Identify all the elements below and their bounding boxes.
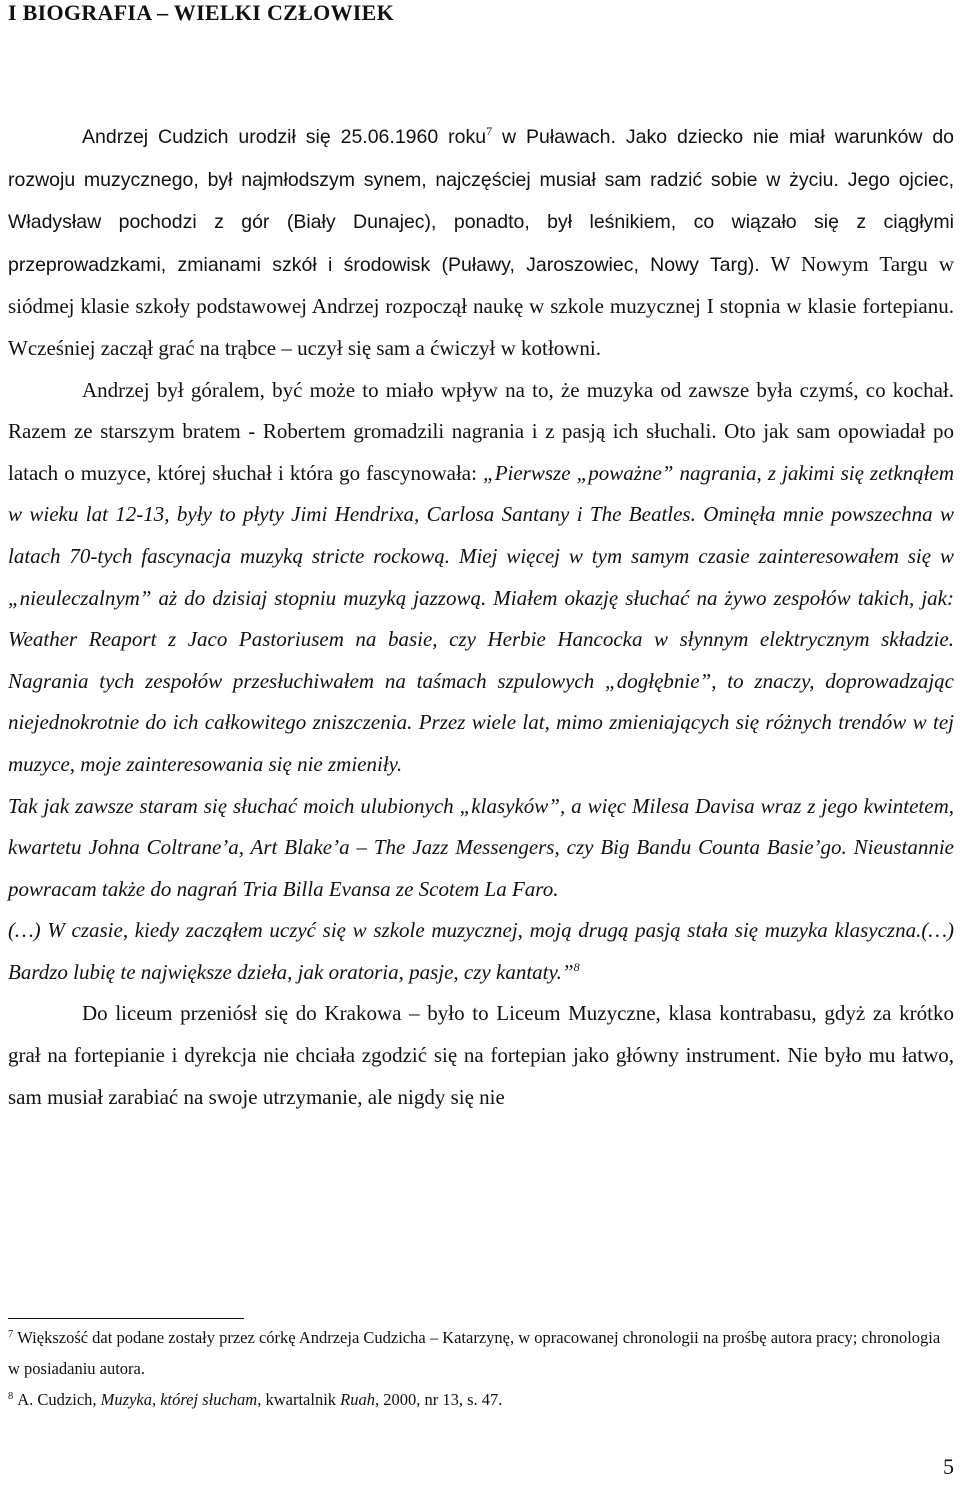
p1-serif-text: W Nowym Targu w siódmej klasie szkoły podstawowej Andrzej rozpoczął naukę w szkole muzycznej I stopnia w klasie fortepianu. Wcześniej zaczął grać na trąbce – uczył się sam a ćwiczył w kotłowni. (8, 251, 954, 360)
paragraph-3: Tak jak zawsze staram się słuchać moich ulubionych „klasyków”, a więc Milesa Davisa wraz z jego kwintetem, kwartetu Johna Coltrane’a, Art Blake’a – The Jazz Messengers, czy Big Bandu Counta Basie’go. Nieustannie powracam także do nagrań Tria Billa Evansa ze Scotem La Faro. (8, 793, 954, 901)
footnote-7-mark: 7 (8, 1328, 14, 1340)
footnote-8-rest: , 2000, nr 13, s. 47. (375, 1390, 503, 1409)
paragraph-2 (8, 370, 954, 786)
footnote-8 (8, 1384, 954, 1415)
paragraph-5: Do liceum przeniósł się do Krakowa – było to Liceum Muzyczne, klasa kontrabasu, gdyż za krótko grał na fortepianie i dyrekcja nie chciała zgodzić się na fortepian jako główny instrument. Nie było mu łatwo, sam musiał zarabiać na swoje utrzymanie, ale nigdy się nie (8, 1001, 954, 1109)
footnote-7-text: Większość dat podane zostały przez córkę Andrzeja Cudzicha – Katarzynę, w opracowanej chronologii na prośbę autora pracy; chronologia w posiadaniu autora. (8, 1328, 941, 1378)
p1-sans-rest: w Puławach. Jako dziecko nie miał warunków do rozwoju muzycznego, był najmłodszym synem, najczęściej musiał sam radzić sobie w życiu. (8, 126, 955, 191)
footnote-separator (8, 1318, 244, 1319)
p2-text: Andrzej był góralem, być może to miało wpływ na to, że muzyka od zawsze była czymś, co kochał. Razem ze starszym bratem - Robertem gromadzili nagrania i z pasją ich słuchali. Oto jak sam opowiadał po latach o muzyce, której słuchał i która go fascynowała: (8, 377, 954, 485)
footnote-ref-7[interactable]: 7 (486, 124, 493, 138)
paragraph-1 (8, 116, 954, 370)
p4-text: (…) W czasie, kiedy zacząłem uczyć się w szkole muzycznej, moją drugą pasją stała się muzyka klasyczna.(…) Bardzo lubię te największe dzieła, jak oratoria, pasje, czy kantaty.” (8, 918, 954, 984)
p1-sans-text: Andrzej Cudzich urodził się 25.06.1960 roku (82, 126, 487, 148)
footnote-7 (8, 1322, 954, 1384)
footnote-8-mid: , kwartalnik (257, 1390, 341, 1409)
footnotes (8, 1322, 954, 1415)
footnote-8-journal: Ruah (340, 1390, 375, 1409)
body-text (8, 116, 954, 1118)
footnote-8-author: A. Cudzich, (17, 1390, 101, 1409)
footnote-8-mark: 8 (8, 1390, 14, 1402)
chapter-heading: I BIOGRAFIA – WIELKI CZŁOWIEK (8, 0, 395, 25)
footnote-ref-8[interactable]: 8 (573, 959, 580, 974)
p1-father-text: Jego ojciec, Władysław pochodzi z gór (Biały Dunajec), ponadto, był leśnikiem, co wiązało się z ciągłymi przeprowadzkami, zmianami szkół i środowisk (Puławy, Jaroszowiec, Nowy Targ). (8, 168, 954, 276)
footnote-8-title: Muzyka, której słucham (100, 1390, 258, 1409)
quote-text: „Pierwsze „poważne” nagrania, z jakimi się zetknąłem w wieku lat 12-13, były to płyty Jimi Hendrixa, Carlosa Santany i The Beatles. Ominęła mnie powszechna w latach 70-tych fascynacja muzyką stricte rockową. Miej więcej w tym samym czasie zainteresowałem się w „nieuleczalnym” aż do dzisiaj stopniu muzyką jazzową. Miałem okazję słuchać na żywo zespołów takich, jak: Weather Reaport z Jaco Pastoriusem na basie, czy Herbie Hancocka w słynnym elektrycznym składzie. Nagrania tych zespołów przesłuchiwałem na taśmach szpulowych „dogłębnie”, to znaczy, doprowadzając niejednokrotnie do ich całkowitego zniszczenia. Przez wiele lat, mimo zmieniających się różnych trendów w tej muzyce, moje zainteresowania się nie zmieniły. (8, 460, 954, 776)
page-number: 5 (943, 1454, 954, 1479)
paragraph-4 (8, 910, 954, 993)
